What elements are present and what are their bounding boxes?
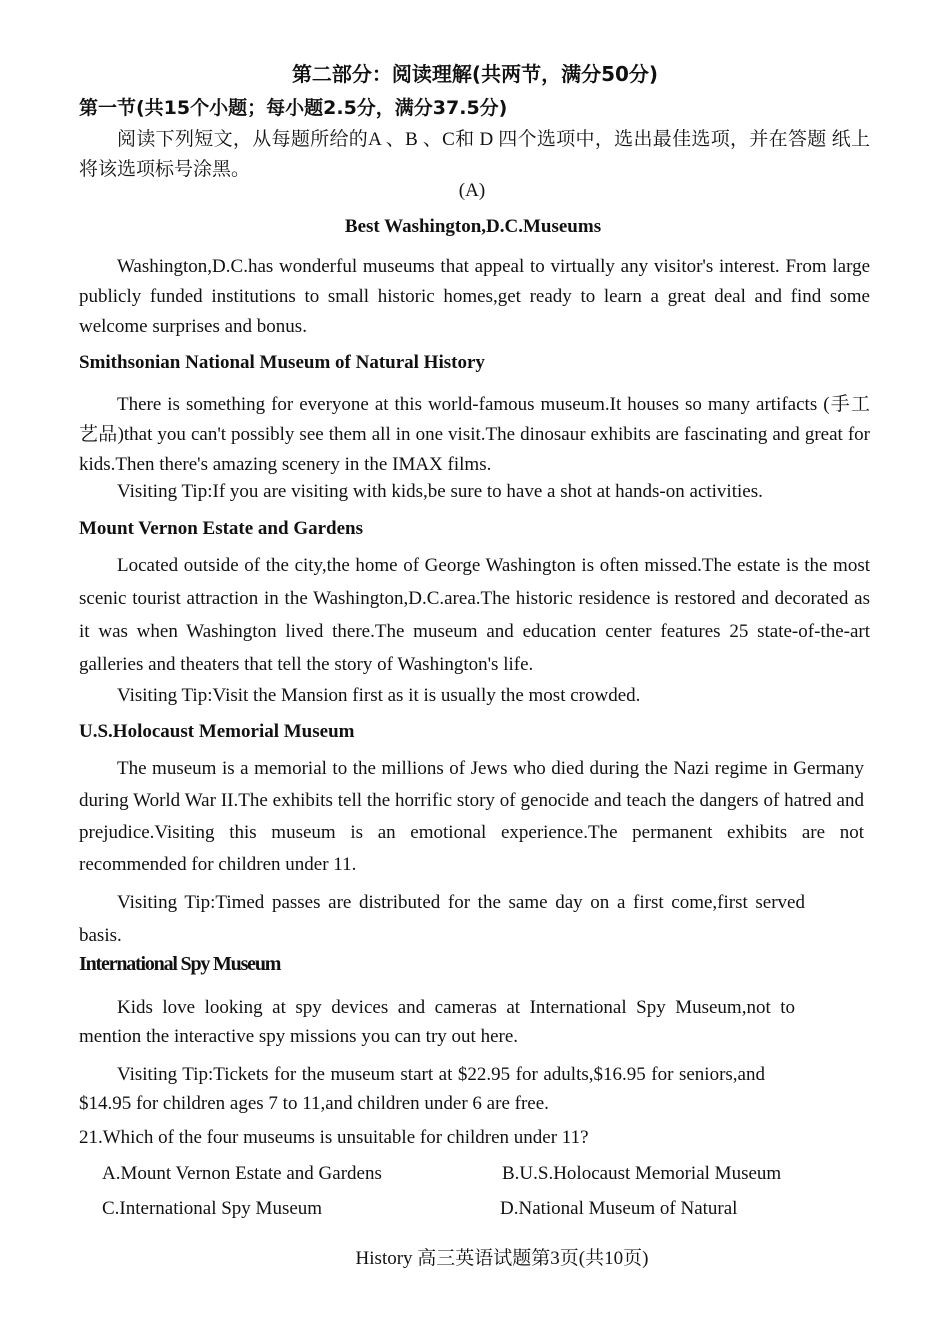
- option-b[interactable]: B.U.S.Holocaust Memorial Museum: [502, 1163, 782, 1184]
- museum-heading: Mount Vernon Estate and Gardens: [79, 518, 363, 539]
- passage-label: (A): [458, 180, 486, 201]
- option-d[interactable]: D.National Museum of Natural: [500, 1198, 738, 1219]
- passage-title: Best Washington,D.C.Museums: [344, 216, 602, 237]
- museum-heading: Smithsonian National Museum of Natural History: [79, 352, 485, 373]
- option-c[interactable]: C.International Spy Museum: [102, 1198, 323, 1219]
- museum-description: Kids love looking at spy devices and cameras at International Spy Museum,not to mention the interactive spy missions you can try out here.: [79, 997, 795, 1047]
- visiting-tip: Visiting Tip:Tickets for the museum start at $22.95 for adults,$16.95 for seniors,and $14.95 for children ages 7 to 11,and children under 6 are free.: [79, 1064, 765, 1114]
- museum-description: Located outside of the city,the home of George Washington is often missed.The estate is the most scenic tourist attraction in the Washington,D.C.area.The historic residence is restored and decorated as it was when Washington lived there.The museum and education center features 25 state-of-the-art galleries and theaters that tell the story of Washington's life.: [79, 555, 870, 675]
- visiting-tip: Visiting Tip:Visit the Mansion first as it is usually the most crowded.: [117, 685, 641, 706]
- museum-description: The museum is a memorial to the millions of Jews who died during the Nazi regime in Germany during World War II.The exhibits tell the horrific story of genocide and teach the dangers of hatred and prejudice.Visiting this museum is an emotional experience.The permanent exhibits are not recommended for children under 11.: [79, 758, 864, 875]
- intro-paragraph: Washington,D.C.has wonderful museums that appeal to virtually any visitor's interest. From large publicly funded institutions to small historic homes,get ready to learn a great deal and find some welcome surprises and bonus.: [79, 256, 870, 337]
- option-a[interactable]: A.Mount Vernon Estate and Gardens: [102, 1163, 382, 1184]
- page-footer: History 高三英语试题第3页(共10页): [355, 1248, 649, 1269]
- instructions: 阅读下列短文，从每题所给的A 、B 、C和 D 四个选项中，选出最佳选项，并在答题 纸上将该选项标号涂黑。: [79, 129, 870, 180]
- question-text: 21.Which of the four museums is unsuitable for children under 11?: [79, 1127, 589, 1148]
- museum-heading: International Spy Museum: [79, 953, 281, 975]
- visiting-tip: Visiting Tip:Timed passes are distributed for the same day on a first come,first served basis.: [79, 892, 805, 946]
- museum-description: There is something for everyone at this world-famous museum.It houses so many artifacts (手工艺品)that you can't possibly see them all in one visit.The dinosaur exhibits are fascinating and great for kids.Then there's amazing scenery in the IMAX films.: [79, 394, 870, 475]
- visiting-tip: Visiting Tip:If you are visiting with kids,be sure to have a shot at hands-on activities.: [117, 481, 763, 502]
- museum-heading: U.S.Holocaust Memorial Museum: [79, 721, 355, 742]
- part-title: 第二部分：阅读理解(共两节，满分50分): [291, 62, 659, 86]
- section-title: 第一节(共15个小题；每小题2.5分，满分37.5分): [79, 97, 508, 119]
